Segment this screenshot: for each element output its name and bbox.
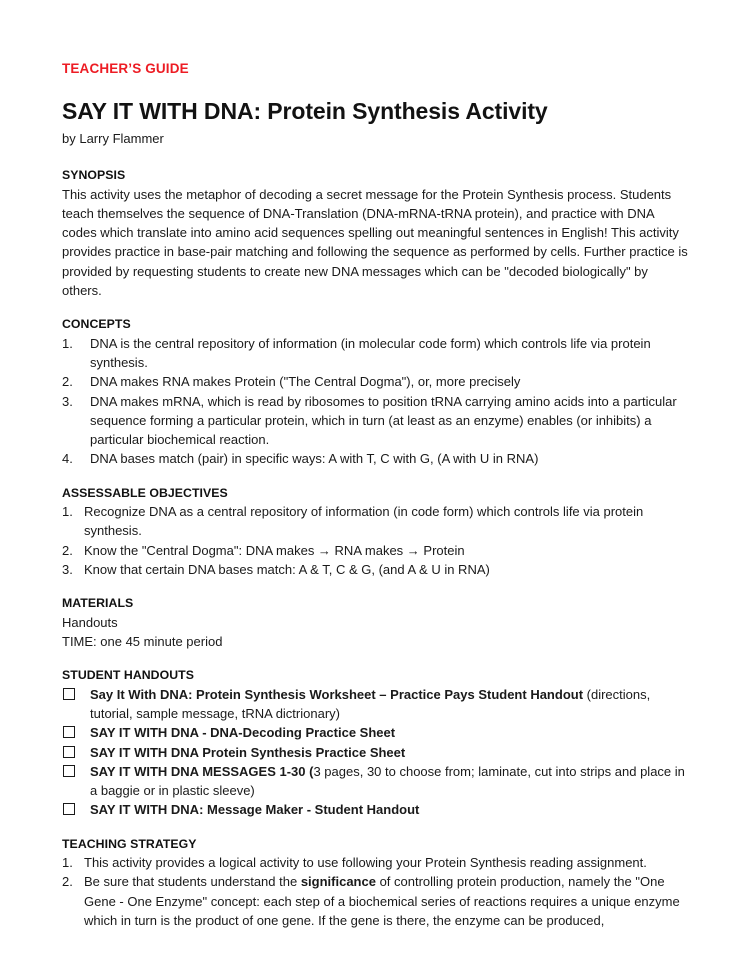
concepts-list — [62, 334, 690, 469]
list-item — [62, 502, 690, 541]
list-item — [62, 762, 690, 801]
section-materials — [62, 596, 690, 651]
list-item — [62, 685, 690, 724]
list-item-text-continued: of controlling protein production, namely the "One Gene - One Enzyme" concept: each step of a biochemical series of reactions requires a unique enzyme which in turn is the product of one gene. If the gene is there, the enzyme can be produced, — [84, 874, 680, 928]
list-item — [62, 560, 690, 579]
section-heading-materials: MATERIALS — [62, 596, 134, 611]
list-item-text: Know the "Central Dogma": DNA makes → RNA makes → Protein — [84, 542, 465, 558]
list-item-number: 2. — [62, 542, 73, 558]
empty-checkbox-icon[interactable] — [63, 746, 75, 758]
list-item-text: DNA makes RNA makes Protein ("The Central Dogma"), or, more precisely — [90, 374, 521, 390]
list-item-text: DNA makes mRNA, which is read by ribosomes to position tRNA carrying amino acids into a particular sequence forming a particular protein, which in turn (at least as an enzyme) enables (or inhibits) a particular biochemical reaction. — [90, 393, 677, 448]
section-concepts — [62, 317, 690, 468]
list-item-number: 3. — [62, 393, 73, 409]
handout-title: SAY IT WITH DNA - DNA-Decoding Practice Sheet — [90, 725, 396, 741]
list-item-number: 1. — [62, 335, 73, 351]
list-item-text: This activity provides a logical activity to use following your Protein Synthesis reading assignment. — [84, 855, 647, 871]
materials-line: Handouts — [62, 614, 118, 630]
handout-title: SAY IT WITH DNA Protein Synthesis Practice Sheet — [90, 744, 406, 760]
list-item — [62, 392, 690, 450]
empty-checkbox-icon[interactable] — [63, 765, 75, 777]
list-item-number: 1. — [62, 855, 73, 871]
list-item-text: DNA bases match (pair) in specific ways: A with T, C with G, (A with U in RNA) — [90, 451, 539, 467]
section-teaching-strategy — [62, 837, 690, 931]
page-title: SAY IT WITH DNA: Protein Synthesis Activity — [62, 97, 548, 124]
section-heading-objectives: ASSESSABLE OBJECTIVES — [62, 485, 228, 500]
list-item — [62, 372, 690, 391]
empty-checkbox-icon[interactable] — [63, 803, 75, 815]
list-item-number: 3. — [62, 562, 73, 578]
empty-checkbox-icon[interactable] — [63, 726, 75, 738]
teachers-guide-kicker: TEACHER’S GUIDE — [62, 61, 189, 76]
list-item — [62, 800, 690, 819]
empty-checkbox-icon[interactable] — [63, 688, 75, 700]
list-item — [62, 723, 690, 742]
document-content — [62, 62, 690, 930]
section-assessable-objectives — [62, 486, 690, 580]
author-byline: by Larry Flammer — [62, 130, 164, 146]
section-heading-concepts: CONCEPTS — [62, 317, 131, 332]
list-item — [62, 743, 690, 762]
list-item-number: 2. — [62, 374, 73, 390]
list-item-text: Be sure that students understand the — [84, 874, 301, 890]
list-item — [62, 334, 690, 373]
list-item-text: Recognize DNA as a central repository of information (in code form) which controls life via protein synthesis. — [84, 504, 644, 539]
handout-title: SAY IT WITH DNA: Message Maker - Student Handout — [90, 802, 420, 818]
list-item-number: 1. — [62, 504, 73, 520]
section-heading-student-handouts: STUDENT HANDOUTS — [62, 668, 194, 683]
section-student-handouts — [62, 668, 690, 819]
handout-detail: (directions, tutorial, sample message, tRNA dictrionary) — [90, 686, 651, 721]
list-item-text: Know that certain DNA bases match: A & T, C & G, (and A & U in RNA) — [84, 562, 490, 578]
emphasis-significance: significance — [300, 874, 376, 890]
handout-title: Say It With DNA: Protein Synthesis Worksheet – Practice Pays Student Handout — [90, 686, 584, 702]
list-item-number: 4. — [62, 451, 73, 467]
section-heading-synopsis: SYNOPSIS — [62, 168, 126, 183]
student-handouts-list — [62, 685, 690, 820]
teaching-strategy-list — [62, 853, 690, 930]
materials-time-line: TIME: one 45 minute period — [62, 633, 223, 649]
list-item-number: 2. — [62, 874, 73, 890]
list-item — [62, 872, 690, 930]
list-item — [62, 449, 690, 468]
synopsis-paragraph: This activity uses the metaphor of decoding a secret message for the Protein Synthesis process. Students teach themselves the sequence of DNA-Translation (DNA-mRNA-tRNA protein), and practice with DNA codes which translate into amino acid sequences spelling out meaningful sentences in English! This activity provides practice in base-pair matching and following the sequence as performed by cells. Further practice is provided by requesting students to create new DNA messages which can be "decoded biologically" by others. — [62, 186, 688, 299]
list-item-text: DNA is the central repository of information (in molecular code form) which controls life via protein synthesis. — [90, 335, 651, 370]
list-item — [62, 853, 690, 872]
list-item — [62, 541, 690, 560]
objectives-list — [62, 502, 690, 579]
section-heading-teaching-strategy: TEACHING STRATEGY — [62, 836, 197, 851]
handout-title: SAY IT WITH DNA MESSAGES 1-30 ( — [90, 763, 314, 779]
handout-detail: 3 pages, 30 to choose from; laminate, cut into strips and place in a baggie or in plastic sleeve) — [90, 763, 685, 799]
section-synopsis — [62, 168, 690, 300]
